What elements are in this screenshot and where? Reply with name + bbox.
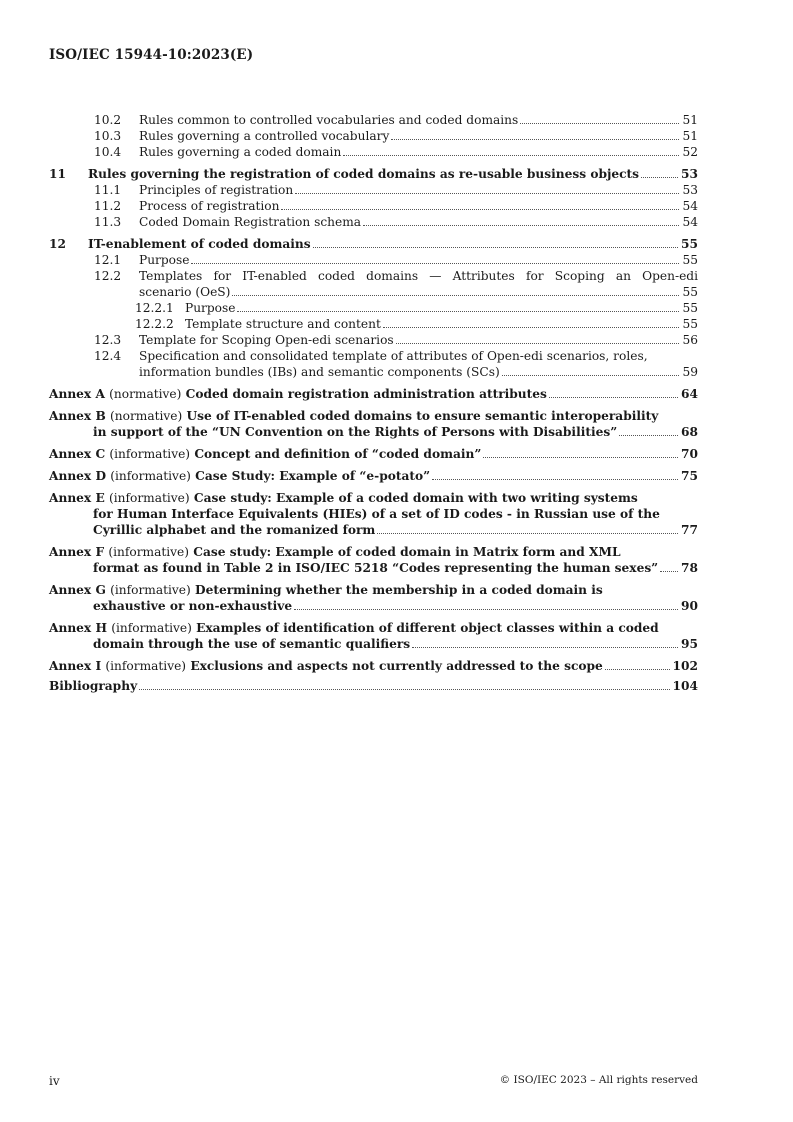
toc-entry-11-1[interactable]: [49, 182, 698, 198]
toc-page: 55: [681, 237, 698, 251]
leader-dots: [383, 327, 680, 328]
annex-type: (informative): [110, 583, 191, 597]
toc-entry-annex-i[interactable]: [49, 658, 698, 674]
annex-title: Case Study: Example of “e-potato”: [195, 469, 431, 483]
toc-entry-annex-f[interactable]: [49, 544, 698, 576]
toc-entry-11-2[interactable]: [49, 198, 698, 214]
leader-dots: [294, 609, 678, 610]
toc-title: IT-enablement of coded domains: [88, 237, 311, 251]
annex-title-line1: Examples of identification of different object classes within a coded: [196, 621, 659, 635]
toc-page: 75: [681, 469, 698, 483]
annex-label: Annex C: [49, 447, 106, 461]
toc-number: 12: [49, 237, 66, 251]
leader-dots: [139, 689, 669, 690]
document-id: ISO/IEC 15944-10:2023(E): [49, 47, 254, 63]
toc-page: 51: [682, 113, 698, 127]
leader-dots: [377, 533, 678, 534]
toc-number: 12.2.2: [135, 317, 174, 331]
annex-title-line2: for Human Interface Equivalents (HIEs) of a set of ID codes - in Russian use of the: [93, 507, 660, 521]
toc-title: Purpose: [139, 253, 190, 267]
toc-page: 90: [681, 599, 698, 613]
toc-entry-12-2-1[interactable]: [49, 300, 698, 316]
toc-number: 11.1: [94, 183, 122, 197]
toc-entry-annex-h[interactable]: [49, 620, 698, 652]
table-of-contents: [49, 112, 698, 694]
toc-page: 55: [682, 317, 698, 331]
toc-entry-annex-d[interactable]: [49, 468, 698, 484]
toc-title: Coded Domain Registration schema: [139, 215, 362, 229]
toc-page: 55: [682, 301, 698, 315]
leader-dots: [232, 295, 679, 296]
toc-page: 78: [681, 561, 698, 575]
toc-title: Template for Scoping Open-edi scenarios: [139, 333, 394, 347]
annex-type: (informative): [108, 545, 189, 559]
toc-title: [49, 446, 481, 462]
leader-dots: [483, 457, 678, 458]
annex-label: Annex G: [49, 583, 106, 597]
leader-dots: [343, 155, 679, 156]
annex-title-line1: Case study: Example of coded domain in Matrix form and XML: [193, 545, 621, 559]
leader-dots: [412, 647, 678, 648]
toc-page: 59: [682, 365, 698, 379]
toc-page: 64: [681, 387, 698, 401]
toc-entry-12-1[interactable]: [49, 252, 698, 268]
toc-title-line2: scenario (OeS): [139, 285, 231, 299]
toc-number: 10.3: [94, 129, 122, 143]
annex-label: Annex D: [49, 469, 107, 483]
leader-dots: [641, 177, 678, 178]
annex-type: (informative): [105, 659, 187, 673]
page-number: iv: [49, 1074, 60, 1088]
toc-title-line1: Specification and consolidated template of attributes of Open-edi scenarios, roles,: [139, 349, 648, 363]
annex-label: Annex E: [49, 491, 105, 505]
toc-title: Template structure and content: [185, 317, 381, 331]
annex-title-line1: Determining whether the membership in a coded domain is: [195, 583, 603, 597]
leader-dots: [520, 123, 679, 124]
annex-title-line2: in support of the “UN Convention on the Rights of Persons with Disabilities”: [93, 425, 618, 439]
toc-title: Rules governing a controlled vocabulary: [139, 129, 390, 143]
toc-page: 55: [682, 253, 698, 267]
toc-title: [49, 658, 603, 674]
toc-page: 56: [682, 333, 698, 347]
toc-entry-12-2-2[interactable]: [49, 316, 698, 332]
annex-label: Annex H: [49, 621, 107, 635]
toc-title: [49, 386, 547, 402]
toc-title: Principles of registration: [139, 183, 294, 197]
toc-entry-annex-g[interactable]: [49, 582, 698, 614]
annex-type: (informative): [111, 621, 192, 635]
toc-entry-10-3[interactable]: [49, 128, 698, 144]
toc-entry-12-3[interactable]: [49, 332, 698, 348]
toc-page: 68: [681, 425, 698, 439]
annex-title: Coded domain registration administration attributes: [185, 387, 547, 401]
annex-title-line1: Case study: Example of a coded domain with two writing systems: [193, 491, 638, 505]
toc-page: 51: [682, 129, 698, 143]
leader-dots: [295, 193, 679, 194]
leader-dots: [502, 375, 680, 376]
annex-label: Annex A: [49, 387, 105, 401]
toc-title: Rules governing the registration of coded domains as re-usable business objects: [88, 167, 640, 181]
toc-page: 77: [681, 523, 698, 537]
toc-title-line1: Templates for IT-enabled coded domains — Attributes for Scoping an Open-edi: [139, 269, 698, 283]
toc-entry-11-3[interactable]: [49, 214, 698, 230]
toc-title: Rules governing a coded domain: [139, 145, 342, 159]
toc-entry-11[interactable]: [49, 166, 698, 182]
toc-entry-12-2[interactable]: [49, 268, 698, 300]
toc-entry-10-4[interactable]: [49, 144, 698, 160]
toc-page: 95: [681, 637, 698, 651]
toc-number: 11.3: [94, 215, 122, 229]
toc-number: 10.4: [94, 145, 122, 159]
annex-title-line3: Cyrillic alphabet and the romanized form: [93, 523, 376, 537]
toc-page: 70: [681, 447, 698, 461]
toc-page: 53: [682, 183, 698, 197]
annex-type: (normative): [110, 409, 183, 423]
toc-entry-annex-b[interactable]: [49, 408, 698, 440]
annex-title-line2: format as found in Table 2 in ISO/IEC 5218 “Codes representing the human sexes”: [93, 561, 659, 575]
toc-page: 54: [682, 215, 698, 229]
annex-label: Annex I: [49, 659, 102, 673]
leader-dots: [237, 311, 679, 312]
toc-entry-annex-e[interactable]: [49, 490, 698, 538]
leader-dots: [660, 571, 678, 572]
leader-dots: [605, 669, 670, 670]
toc-entry-12[interactable]: [49, 236, 698, 252]
annex-title-line1: Use of IT-enabled coded domains to ensure semantic interoperability: [186, 409, 659, 423]
toc-number: 12.3: [94, 333, 122, 347]
toc-title: Purpose: [185, 301, 236, 315]
toc-title: [49, 468, 430, 484]
toc-page: 52: [682, 145, 698, 159]
annex-type: (informative): [108, 491, 190, 505]
toc-number: 12.2: [94, 269, 122, 283]
annex-type: (normative): [109, 387, 182, 401]
toc-number: 12.2.1: [135, 301, 174, 315]
leader-dots: [619, 435, 678, 436]
toc-entry-10-2[interactable]: [49, 112, 698, 128]
annex-label: Annex F: [49, 545, 105, 559]
annex-title: Concept and definition of “coded domain”: [194, 447, 482, 461]
annex-title-line2: exhaustive or non-exhaustive: [93, 599, 293, 613]
copyright-notice: © ISO/IEC 2023 – All rights reserved: [499, 1074, 698, 1086]
leader-dots: [391, 139, 679, 140]
toc-page: 102: [672, 659, 698, 673]
leader-dots: [432, 479, 678, 480]
leader-dots: [396, 343, 680, 344]
toc-page: 104: [672, 679, 698, 693]
toc-page: 53: [681, 167, 698, 181]
annex-label: Annex B: [49, 409, 106, 423]
leader-dots: [191, 263, 679, 264]
toc-entry-bibliography[interactable]: [49, 678, 698, 694]
toc-entry-12-4[interactable]: [49, 348, 698, 380]
toc-number: 12.1: [94, 253, 122, 267]
annex-type: (informative): [110, 469, 191, 483]
annex-title: Exclusions and aspects not currently addressed to the scope: [190, 659, 603, 673]
toc-number: 12.4: [94, 349, 122, 363]
toc-page: 54: [682, 199, 698, 213]
toc-entry-annex-a[interactable]: [49, 386, 698, 402]
leader-dots: [313, 247, 678, 248]
toc-title: Bibliography: [49, 679, 138, 693]
toc-entry-annex-c[interactable]: [49, 446, 698, 462]
leader-dots: [363, 225, 679, 226]
annex-title-line2: domain through the use of semantic qualifiers: [93, 637, 411, 651]
toc-number: 10.2: [94, 113, 122, 127]
toc-page: 55: [682, 285, 698, 299]
toc-title: Process of registration: [139, 199, 280, 213]
leader-dots: [549, 397, 678, 398]
toc-title: Rules common to controlled vocabularies and coded domains: [139, 113, 519, 127]
toc-number: 11.2: [94, 199, 122, 213]
toc-number: 11: [49, 167, 66, 181]
leader-dots: [281, 209, 679, 210]
annex-type: (informative): [109, 447, 191, 461]
toc-title-line2: information bundles (IBs) and semantic components (SCs): [139, 365, 500, 379]
